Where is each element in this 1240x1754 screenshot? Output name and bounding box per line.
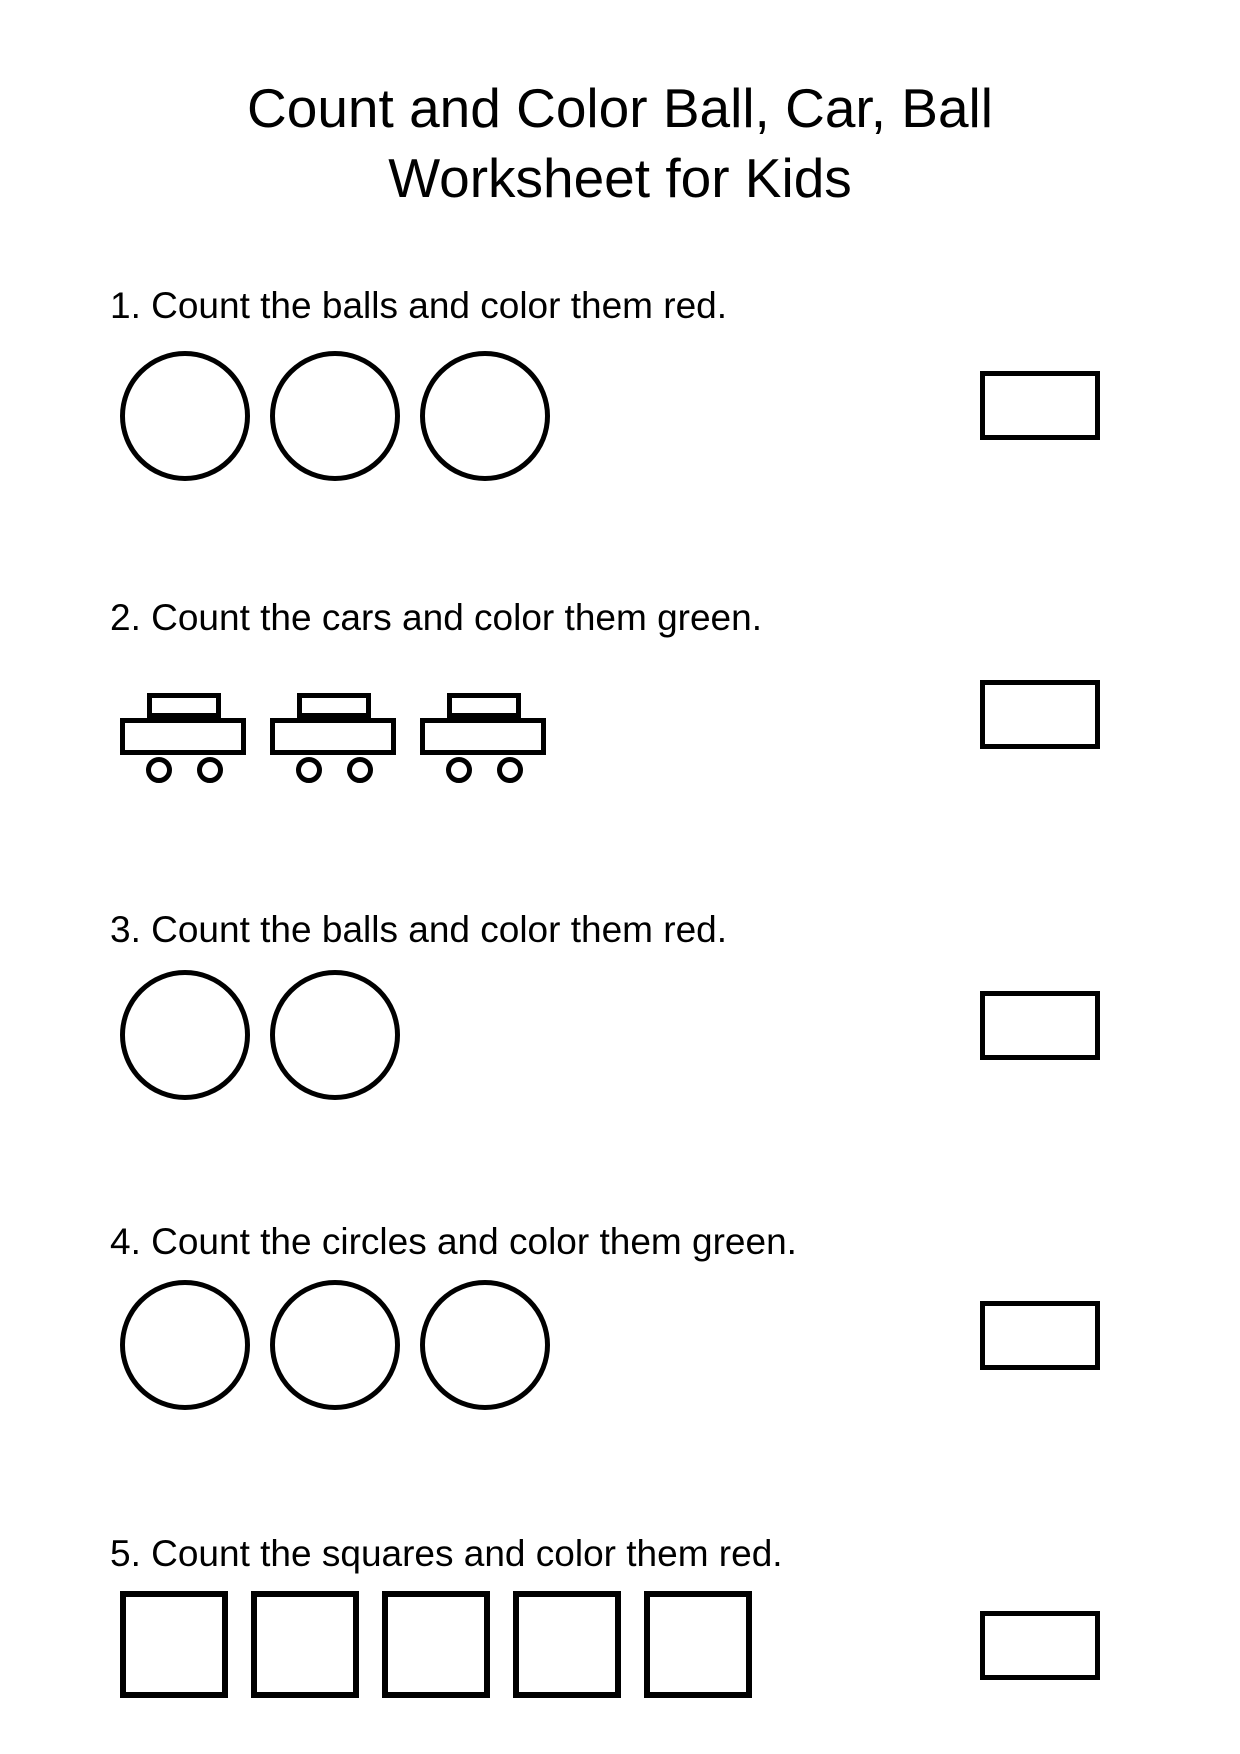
car-wheel [146,757,172,783]
section-1-answer-box[interactable] [980,371,1100,440]
section-4-prompt: 4. Count the circles and color them green. [110,1221,797,1262]
square-shape [644,1591,752,1698]
square-shape [513,1591,621,1698]
car-shape [120,693,246,783]
car-body [120,718,246,755]
worksheet-title [0,73,1240,213]
ball-shape [270,1280,400,1410]
square-shape [251,1591,359,1698]
car-shape [270,693,396,783]
ball-shape [120,351,250,481]
section-5-shapes-row [120,1591,775,1698]
car-wheel [497,757,523,783]
ball-shape [120,970,250,1100]
car-shape [420,693,546,783]
section-4-answer-box[interactable] [980,1301,1100,1370]
car-wheel [197,757,223,783]
section-1-prompt: 1. Count the balls and color them red. [110,285,728,326]
section-2-answer-box[interactable] [980,680,1100,749]
ball-shape [120,1280,250,1410]
worksheet-title-line2: Worksheet for Kids [388,147,852,209]
section-4-shapes-row [120,1280,570,1410]
car-body [270,718,396,755]
square-shape [382,1591,490,1698]
section-1-shapes-row [120,351,570,481]
section-2-prompt: 2. Count the cars and color them green. [110,597,762,638]
car-body [420,718,546,755]
ball-shape [420,351,550,481]
car-wheel [347,757,373,783]
car-cabin [447,693,521,718]
car-wheel [296,757,322,783]
car-cabin [297,693,371,718]
section-3-shapes-row [120,970,420,1100]
square-shape [120,1591,228,1698]
section-3-prompt: 3. Count the balls and color them red. [110,909,728,950]
section-5-answer-box[interactable] [980,1611,1100,1680]
car-cabin [147,693,221,718]
section-2-shapes-row [120,693,570,783]
section-3-answer-box[interactable] [980,991,1100,1060]
worksheet-title-line1: Count and Color Ball, Car, Ball [247,77,993,139]
section-5-prompt: 5. Count the squares and color them red. [110,1533,783,1574]
car-wheel [446,757,472,783]
ball-shape [420,1280,550,1410]
ball-shape [270,351,400,481]
ball-shape [270,970,400,1100]
